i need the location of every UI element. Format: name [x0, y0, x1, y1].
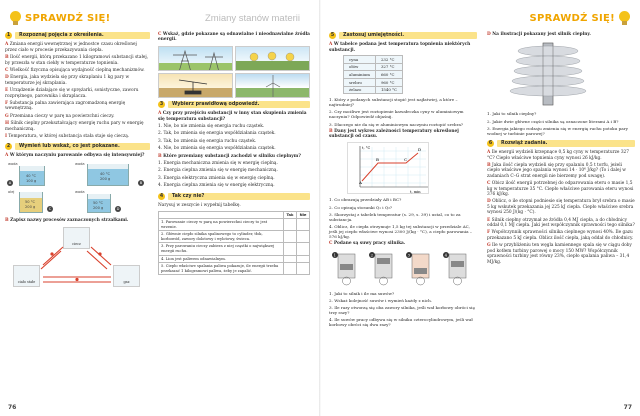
statement-cell: 5. Ciepło właściwe spalania paliwa pokazuje, ile energii trzeba przekazać 1 kilogramowi paliwa, żeby je zapalić.: [159, 263, 284, 275]
answer-option: 2. Tak, bo zmienia się energia współdziałania cząstek.: [158, 131, 276, 137]
sub-question: 2. Jakie dwie główne części silnika są oznaczone literami A i B?: [487, 118, 619, 124]
engine-stroke-1: [331, 250, 362, 286]
item-text: Energia, jaka wydziela się przy skraplaniu 1 kg pary w temperaturze jej skraplania.: [5, 75, 130, 86]
sub-question: 2. Co opisują stosunki Q₁ i Q₂?: [329, 204, 393, 210]
beaker-d: [87, 194, 111, 213]
sub-question: 1. Jaki to silnik i ile ma suwów?: [329, 290, 395, 296]
section-number: 1: [6, 33, 11, 38]
section-title: Zastosuj umiejętności.: [339, 32, 477, 39]
temperature-cell: 660 °C: [375, 71, 402, 79]
problem-text: Oblicz, o ile stopni podniesie się temperatura brył srebra o masie 5 kg wskutek przekazania jej 225 kJ ciepła. Ciepło właściwe srebra wynosi 250 J/(kg · °C).: [487, 199, 635, 216]
header-left: [6, 10, 111, 27]
problem-text: Jaka ilość ciepła wydzieli się przy spalaniu 0,5 t torfu, jeżeli ciepło właściwe jego spalania wynosi 14 · 10⁶ J/kg? (To i dalej w zadaniach C–G strat energii nie bierzemy pod uwagę).: [487, 163, 626, 179]
yes-cell[interactable]: [284, 255, 297, 263]
chapter-topic: Zmiany stanów materii: [205, 13, 301, 24]
problem-item: [487, 218, 635, 229]
temperature-cell: 960 °C: [375, 79, 402, 87]
energy-sources-pictures: [158, 46, 310, 98]
turbine-rotor-icon: [505, 41, 595, 107]
section-number: 2: [6, 143, 11, 149]
statement-cell: 2. Głównie ciepło silnika spalinowego to cylinder, tłok, korbowód, zawory dolotowy i wylotowy, świeca.: [159, 231, 284, 243]
lightbulb-icon: [9, 11, 22, 26]
sub-question: 3. Dlaczego nie da się w aluminiowym naczyniu roztopić srebra?: [329, 121, 464, 127]
question-2a: [5, 153, 150, 158]
definition-item: [5, 55, 150, 66]
answer-options: [158, 161, 310, 189]
question-1c: [158, 32, 310, 43]
yes-cell[interactable]: [284, 263, 297, 275]
beaker-temp: 50 °C: [25, 200, 36, 205]
engine-strokes-figure: [329, 250, 477, 288]
badge-b: B: [139, 180, 143, 185]
sub-question: 3. Skorzystaj z tabelek temperatur (s. 29, s. 39) i ustal, co to za substancja.: [329, 211, 461, 222]
sub-question: 1. Jaki to silnik cieplny?: [487, 111, 537, 117]
stroke-badge: 2: [370, 252, 374, 258]
header-right: [530, 10, 635, 27]
beaker-label: woda: [75, 190, 85, 195]
melting-temperature-table: [343, 55, 403, 94]
item-letter: H: [5, 121, 10, 127]
beakers-figure: [5, 160, 150, 214]
oil-pump-icon: [159, 74, 233, 98]
beaker-a: [19, 166, 45, 186]
section-title: Wybierz prawidłową odpowiedź.: [168, 101, 310, 108]
process-arrows: [5, 227, 150, 289]
definition-item: [5, 88, 150, 99]
problem-text: Obicz ilość energii potrzebnej do odparowania eteru o masie 1,5 kg w temperaturze 35 °C. Ciepło właściwe parowania eteru wynosi 376 kJ/kg.: [487, 181, 634, 198]
question-text: W tabelce podana jest temperatura topnienia niektórych substancji.: [329, 42, 471, 53]
substance-cell: ołów: [344, 63, 376, 71]
table-row: [344, 79, 403, 87]
page-number-right: 77: [623, 404, 632, 411]
engine-stroke-4: [442, 250, 473, 286]
temperature-time-graph: [347, 142, 429, 194]
definition-item: [5, 75, 150, 86]
sub-question: 3. Energia jakiego rodzaju zmienia się w energię ruchu potoku pary wodnej w turbinie parowej?: [487, 125, 628, 136]
question-letter: D: [487, 32, 491, 37]
table-header: Nie: [297, 211, 310, 219]
sub-question: 4. Ile suwów pracy odbywa się w silniku czterocylindrowym, jeśli wał korbowy obróci się dwa razy?: [329, 316, 473, 327]
item-letter: G: [5, 113, 9, 119]
question-letter: A: [5, 152, 9, 158]
state-label: gaz: [123, 280, 130, 285]
answer-option: 4. Energia cieplna zmienia się w energię elektryczną.: [158, 183, 275, 189]
sub-question: 1. Który z podanych substancji stopić jest najłatwiej, a które – najtrudniej?: [329, 97, 458, 108]
question-letter: A: [158, 111, 162, 117]
question-list: [329, 97, 477, 126]
no-cell[interactable]: [297, 243, 310, 255]
question-3b: [158, 154, 310, 159]
problem-item: [487, 163, 635, 179]
question-text: Zapisz nazwy procesów zaznaczonych strzałkami.: [10, 218, 129, 224]
substance-cell: aluminium: [344, 71, 376, 79]
column-3: [329, 32, 477, 329]
y-axis-label: t, °C: [362, 146, 371, 151]
item-text: Przemiana cieczy w parę na powierzchni cieczy.: [10, 113, 115, 119]
section-title: Wymień lub wskaż, co jest pokazane.: [15, 143, 150, 150]
statement-cell: 1. Parowanie cieczy w parę na powierzchni cieczy to jest wrzenie.: [159, 219, 284, 231]
beaker-label: woda: [8, 162, 18, 167]
item-letter: I: [5, 134, 8, 140]
question-text: Na ilustracji pokazany jest silnik cieplny.: [492, 32, 591, 37]
problem-letter: D: [487, 199, 491, 205]
question-list: [329, 291, 477, 328]
question-3a: [158, 111, 310, 122]
section-title: Rozwiąż zadania.: [497, 140, 635, 147]
picture-light-bulbs: [235, 46, 310, 71]
statement-cell: 4. Lion jest paliwem odnawialnym.: [159, 255, 284, 263]
engine-stroke-2: [368, 250, 399, 286]
beaker-mass: 200 g: [93, 206, 104, 211]
question-letter: B: [158, 153, 162, 159]
definition-item: [5, 68, 150, 73]
substance-cell: srebro: [344, 79, 376, 87]
question-5b: [329, 129, 477, 140]
badge-c: C: [48, 206, 52, 211]
question-letter: C: [329, 241, 333, 247]
state-label: ciecz: [72, 242, 81, 247]
problem-letter: B: [487, 163, 491, 168]
no-cell[interactable]: [297, 255, 310, 263]
answer-option: 2. Energia cieplna zmienia się w energię mechaniczną.: [158, 168, 278, 174]
beaker-mass: 200 g: [25, 205, 36, 210]
item-text: Substancja palna zawierająca zagromadzoną energię wewnętrzną.: [5, 101, 126, 112]
yes-no-table: [158, 211, 310, 276]
engine-stroke-3: [405, 250, 436, 286]
section-number: 6: [488, 140, 493, 146]
x-axis-label: t, min: [410, 190, 421, 195]
sub-question: 1. Co obrazują przedziały AB i BC?: [329, 197, 402, 203]
sub-question: 2. Czy możliwe jest roztopienie kawałeczka cyny w aluminiowym naczyniu? Odpowiedź objaśnij.: [329, 109, 464, 120]
item-text: Silnik cieplny przekształcający energię ruchu pary w energię mechaniczną.: [5, 121, 144, 132]
header-right-title: SPRAWDŹ SIĘ!: [529, 13, 615, 24]
section-title: Tak czy nie?: [168, 193, 310, 200]
section-4-header: [158, 193, 310, 200]
problem-text: Silnik ciepłny otrzymał ze źródła 0,4 MJ ciepła, a do chłodnicy oddał 0,1 MJ ciepła. Jaki jest współczynnik sprawności tego silnika?: [487, 217, 635, 229]
definition-item: [5, 114, 150, 119]
yes-cell[interactable]: [284, 231, 297, 243]
question-letter: B: [5, 218, 9, 224]
table-row: [159, 263, 310, 275]
substance-cell: cyna: [344, 56, 376, 64]
states-of-matter-diagram: [5, 227, 150, 289]
table-row: [344, 86, 403, 94]
problem-item: [487, 150, 635, 161]
badge-a: A: [8, 180, 12, 185]
section-3-header: [158, 101, 310, 108]
item-letter: F: [5, 101, 9, 107]
definition-item: [5, 42, 150, 53]
question-letter: A: [329, 42, 333, 48]
problem-letter: G: [487, 243, 491, 249]
answer-option: 1. Nie, bo nie zmienia się energia ruchu cząstek.: [158, 124, 265, 130]
item-letter: E: [5, 88, 9, 94]
picture-oil-pump: [158, 73, 233, 98]
item-text: Ilość energii, którą przekazano 1 kilogramowi substancji stałej, by przeszła w stan ciekły w temperaturze topnienia.: [5, 55, 149, 66]
question-letter: C: [158, 32, 162, 37]
header-left-title: SPRAWDŹ SIĘ!: [25, 13, 111, 24]
section-6-header: [487, 140, 635, 147]
definition-item: [5, 134, 150, 139]
question-text: Wskaż, gdzie pokazane są odnawialne i nieodnawialne źródła energii.: [158, 32, 310, 43]
section-4-intro: Narysuj w zeszycie i wypełnij tabelkę.: [158, 203, 241, 209]
problem-item: [487, 243, 635, 265]
definition-item: [5, 121, 150, 132]
table-header: [159, 211, 284, 219]
arrow-icon: [91, 247, 111, 265]
item-letter: C: [5, 68, 9, 74]
problem-item: [487, 230, 635, 241]
problem-list: [487, 150, 635, 265]
no-cell[interactable]: [297, 219, 310, 231]
beaker-mass: 200 g: [100, 177, 111, 182]
lightbulb-icon: [618, 11, 631, 26]
column-4: [487, 32, 635, 267]
column-2: [158, 32, 310, 275]
question-5d: [487, 32, 635, 37]
problem-letter: E: [487, 217, 491, 223]
point-label: A: [359, 180, 362, 186]
column-1: [5, 32, 150, 289]
table-row: [159, 231, 310, 243]
question-5a: [329, 42, 477, 53]
table-row: [159, 255, 310, 263]
sub-question: 2. Wskaż kolejność suwów i wymień każdy z nich.: [329, 297, 433, 303]
answer-option: 1. Energia mechaniczna zmienia się w energię cieplną.: [158, 161, 278, 167]
item-letter: D: [5, 75, 9, 81]
definition-list: [5, 42, 150, 139]
question-text: W którym naczyniu parowanie odbywa się intensywniej?: [9, 152, 145, 158]
answer-option: 4. Nie, bo zmienia się energia współdziałania cząstek.: [158, 146, 276, 152]
arrow-icon: [43, 247, 63, 265]
yes-cell[interactable]: [284, 219, 297, 231]
temperature-cell: 232 °C: [375, 56, 402, 64]
question-letter: B: [329, 128, 333, 134]
item-text: Wielkość fizyczna opisująca wydajność cieplną mechanizmów.: [9, 68, 145, 74]
question-text: Dany jest wykres zależności temperatury określonej substancji od czasu.: [329, 128, 459, 140]
point-label: B: [376, 157, 379, 163]
stroke-badge: 3: [407, 252, 411, 258]
question-5c: [329, 241, 477, 246]
question-text: Które przemiany substancji zachodzi w silniku cieplnym?: [163, 153, 301, 159]
yes-cell[interactable]: [284, 243, 297, 255]
item-text: Zmiana energii wewnętrznej w jednostce czasu określonej przez ciało w procesie przekazywania ciepła.: [5, 42, 137, 53]
temperature-cell: 327 °C: [375, 63, 402, 71]
badge-d: D: [116, 206, 120, 211]
beaker-label: olej: [8, 190, 15, 195]
question-text: Podane są suwy pracy silnika.: [333, 241, 406, 247]
substance-cell: żelazo: [344, 86, 376, 94]
question-list: [487, 111, 635, 135]
graph-svg: [348, 143, 430, 195]
section-number: 3: [159, 101, 164, 107]
statement-cell: 3. Przy parowaniu cieczy zabiera z niej cząstki o największej energii ruchu.: [159, 243, 284, 255]
item-text: Urządzenie działające się w sprężarki, sonistyczne, zaworu rozprężnego, parownika i skraplacza.: [5, 88, 139, 99]
wind-turbine-icon: [236, 74, 310, 98]
item-letter: A: [5, 42, 9, 48]
table-row: [344, 71, 403, 79]
point-label: D: [418, 147, 422, 153]
table-row: [159, 219, 310, 231]
stroke-badge: 1: [333, 252, 337, 258]
beaker-temp: 40 °C: [100, 172, 111, 177]
table-row: [159, 243, 310, 255]
section-number: 5: [330, 33, 335, 38]
answer-option: 3. Tak, bo zmienia się energia ruchu cząstek.: [158, 138, 257, 144]
problem-letter: A: [487, 150, 491, 156]
answer-option: 3. Energia elektryczna zmienia się w energię cieplną.: [158, 175, 275, 181]
sub-question: 4. Oblicz, ile ciepła otrzymuje 1,5 kg tej substancji w przedziale AC, jeśli jej ciepło właściwe wynosi 2300 J/(kg · °C), a ciepło parowania – 576 kJ/kg.: [329, 223, 472, 240]
picture-wind-turbine: [235, 73, 310, 98]
table-row: [344, 56, 403, 64]
table-header: Tak: [284, 211, 297, 219]
problem-letter: C: [487, 181, 491, 187]
page-number-left: 76: [8, 404, 17, 411]
problem-letter: F: [487, 230, 491, 236]
temperature-cell: 1540 °C: [375, 86, 402, 94]
no-cell[interactable]: [297, 263, 310, 275]
bulb-icon: [236, 47, 310, 71]
problem-item: [487, 199, 635, 215]
question-text: Czy przy przejściu substancji w inny stan skupienia zmienia się temperatura substancji?: [158, 111, 307, 122]
beaker-label: woda: [75, 162, 85, 167]
sub-question: 3. Ile razy otworzą się oba zawory silnika, jeśli wał korbowy obróci się trzy razy?: [329, 304, 475, 315]
section-5-header: [329, 32, 477, 39]
beaker-temp: 40 °C: [26, 174, 37, 179]
power-tower-icon: [159, 47, 233, 71]
problem-text: Współczynnik sprawności silnika cieplnego wynosi 40%. Ile gazu przekazano 5 kJ ciepła. Oblicz ilość ciepła, jaką oddał do chłodnicy.: [487, 230, 634, 241]
section-2-header: [5, 143, 150, 150]
question-list: [329, 197, 477, 239]
steam-turbine-illustration: [505, 41, 595, 107]
beaker-b: [87, 164, 129, 186]
item-text: Temperatura, w której substancja stała staje się cieczą.: [8, 134, 130, 140]
section-number: 4: [159, 193, 164, 199]
problem-text: Ile w przybliżeniu ten węgla kamiennego spala się w ciągu doby pod kotłem turbiny parowej o mocy 150 MW? Współczynnik sprawności turbiny jest równy 23%, ciepło spalania paliwa – 31,4 MJ/kg.: [487, 243, 632, 265]
question-2b: [5, 218, 150, 223]
beaker-temp: 50 °C: [93, 201, 104, 206]
book-spine: [319, 0, 321, 416]
table-row: [344, 63, 403, 71]
point-label: C: [404, 157, 408, 163]
beaker-c: [19, 192, 43, 213]
answer-options: [158, 124, 310, 152]
state-label: ciało stałe: [17, 280, 36, 285]
arrow-icon: [87, 251, 107, 269]
stroke-badge: 4: [444, 252, 448, 258]
no-cell[interactable]: [297, 231, 310, 243]
definition-item: [5, 101, 150, 112]
beaker-mass: 100 g: [26, 179, 37, 184]
picture-power-lines: [158, 46, 233, 71]
section-title: Rozpoznaj pojęcia z określenia.: [15, 32, 150, 39]
item-letter: B: [5, 55, 9, 61]
section-1-header: [5, 32, 150, 39]
problem-item: [487, 181, 635, 197]
problem-text: Ile energii wydzieli krzepnące 0,5 kg cyny w temperaturze 327 °C? Ciepło właściwe topnienia cyny wynosi 26 kJ/kg.: [487, 150, 630, 161]
